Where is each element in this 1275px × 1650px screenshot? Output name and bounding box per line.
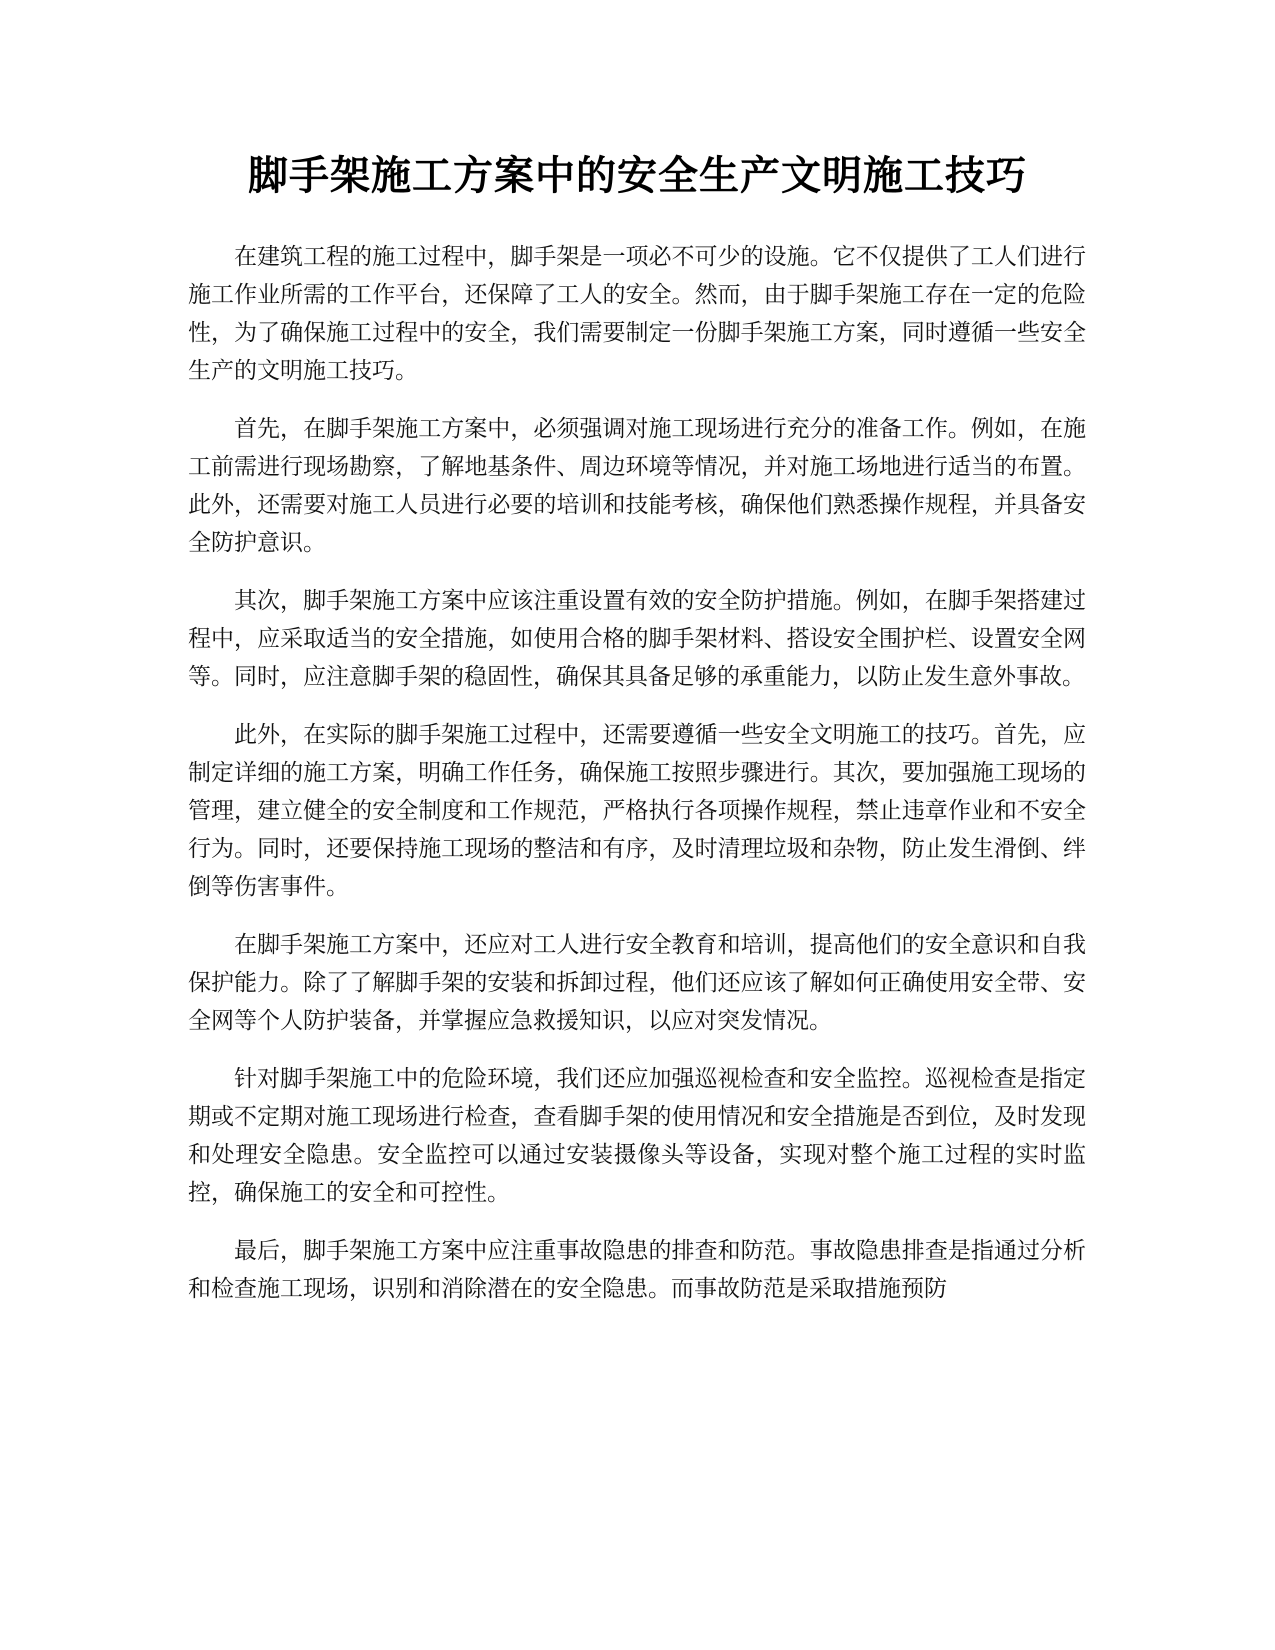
document-title: 脚手架施工方案中的安全生产文明施工技巧: [248, 153, 1027, 199]
paragraph-3: 其次，脚手架施工方案中应该注重设置有效的安全防护措施。例如，在脚手架搭建过程中，应采取适当的安全措施，如使用合格的脚手架材料、搭设安全围护栏、设置安全网等。同时，应注意脚手架的稳固性，确保其具备足够的承重能力，以防止发生意外事故。: [188, 588, 1086, 690]
paragraph-5: 在脚手架施工方案中，还应对工人进行安全教育和培训，提高他们的安全意识和自我保护能力。除了了解脚手架的安装和拆卸过程，他们还应该了解如何正确使用安全带、安全网等个人防护装备，并掌握应急救援知识，以应对突发情况。: [188, 932, 1086, 1034]
paragraph-1: 在建筑工程的施工过程中，脚手架是一项必不可少的设施。它不仅提供了工人们进行施工作业所需的工作平台，还保障了工人的安全。然而，由于脚手架施工存在一定的危险性，为了确保施工过程中的安全，我们需要制定一份脚手架施工方案，同时遵循一些安全生产的文明施工技巧。: [188, 244, 1086, 384]
paragraph-7: 最后，脚手架施工方案中应注重事故隐患的排查和防范。事故隐患排查是指通过分析和检查施工现场，识别和消除潜在的安全隐患。而事故防范是采取措施预防: [188, 1238, 1086, 1302]
paragraph-6: 针对脚手架施工中的危险环境，我们还应加强巡视检查和安全监控。巡视检查是指定期或不定期对施工现场进行检查，查看脚手架的使用情况和安全措施是否到位，及时发现和处理安全隐患。安全监控可以通过安装摄像头等设备，实现对整个施工过程的实时监控，确保施工的安全和可控性。: [188, 1066, 1086, 1206]
paragraph-4: 此外，在实际的脚手架施工过程中，还需要遵循一些安全文明施工的技巧。首先，应制定详细的施工方案，明确工作任务，确保施工按照步骤进行。其次，要加强施工现场的管理，建立健全的安全制度和工作规范，严格执行各项操作规程，禁止违章作业和不安全行为。同时，还要保持施工现场的整洁和有序，及时清理垃圾和杂物，防止发生滑倒、绊倒等伤害事件。: [188, 722, 1086, 900]
document-body: [188, 238, 1086, 1328]
paragraph-2: 首先，在脚手架施工方案中，必须强调对施工现场进行充分的准备工作。例如，在施工前需进行现场勘察，了解地基条件、周边环境等情况，并对施工场地进行适当的布置。此外，还需要对施工人员进行必要的培训和技能考核，确保他们熟悉操作规程，并具备安全防护意识。: [188, 416, 1086, 556]
